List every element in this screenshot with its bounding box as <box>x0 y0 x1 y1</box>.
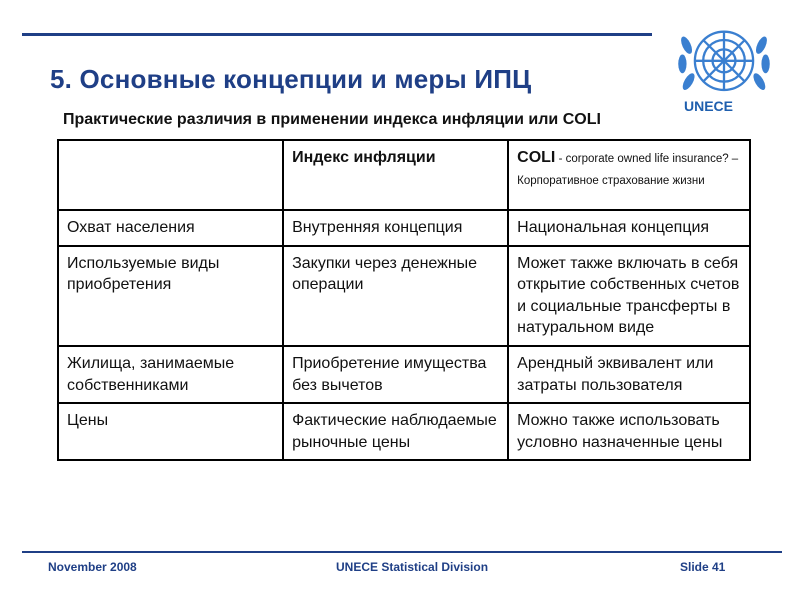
header-cell-inflation-index <box>283 140 508 210</box>
header-cell-coli <box>508 140 750 210</box>
table-cell: Может также включать в себя открытие собственных счетов и социальные трансферты в натуральном виде <box>508 246 750 346</box>
table-cell: Жилища, занимаемые собственниками <box>58 346 283 403</box>
header-label: COLI <box>517 149 556 166</box>
table-cell: Охват населения <box>58 210 283 246</box>
unece-logo-text: UNECE <box>684 98 734 114</box>
table-cell: Национальная концепция <box>508 210 750 246</box>
footer-slide-number: Slide 41 <box>680 560 726 574</box>
slide-title: 5. Основные концепции и меры ИПЦ <box>50 64 532 94</box>
header-note: - corporate owned life insurance? – Корпоративное страхование жизни <box>517 153 739 187</box>
table-cell: Фактические наблюдаемые рыночные цены <box>283 403 508 460</box>
table-cell: Внутренняя концепция <box>283 210 508 246</box>
footer-organization: UNECE Statistical Division <box>336 560 489 574</box>
bottom-divider <box>22 551 782 553</box>
table-cell: Закупки через денежные операции <box>283 246 508 346</box>
table-cell: Цены <box>58 403 283 460</box>
table-cell: Используемые виды приобретения <box>58 246 283 346</box>
table-cell: Приобретение имущества без вычетов <box>283 346 508 403</box>
footer-date: November 2008 <box>48 560 137 574</box>
comparison-table <box>57 139 751 461</box>
table-row <box>58 210 750 246</box>
table-header-row <box>58 140 750 210</box>
header-cell-empty <box>58 140 283 210</box>
table-row <box>58 403 750 460</box>
slide-subtitle: Практические различия в применении индекса инфляции или COLI <box>63 111 601 128</box>
table-row <box>58 346 750 403</box>
table-cell: Можно также использовать условно назначенные цены <box>508 403 750 460</box>
top-divider <box>22 33 652 36</box>
header-label: Индекс инфляции <box>292 149 436 166</box>
table-cell: Арендный эквивалент или затраты пользователя <box>508 346 750 403</box>
table-row <box>58 246 750 346</box>
